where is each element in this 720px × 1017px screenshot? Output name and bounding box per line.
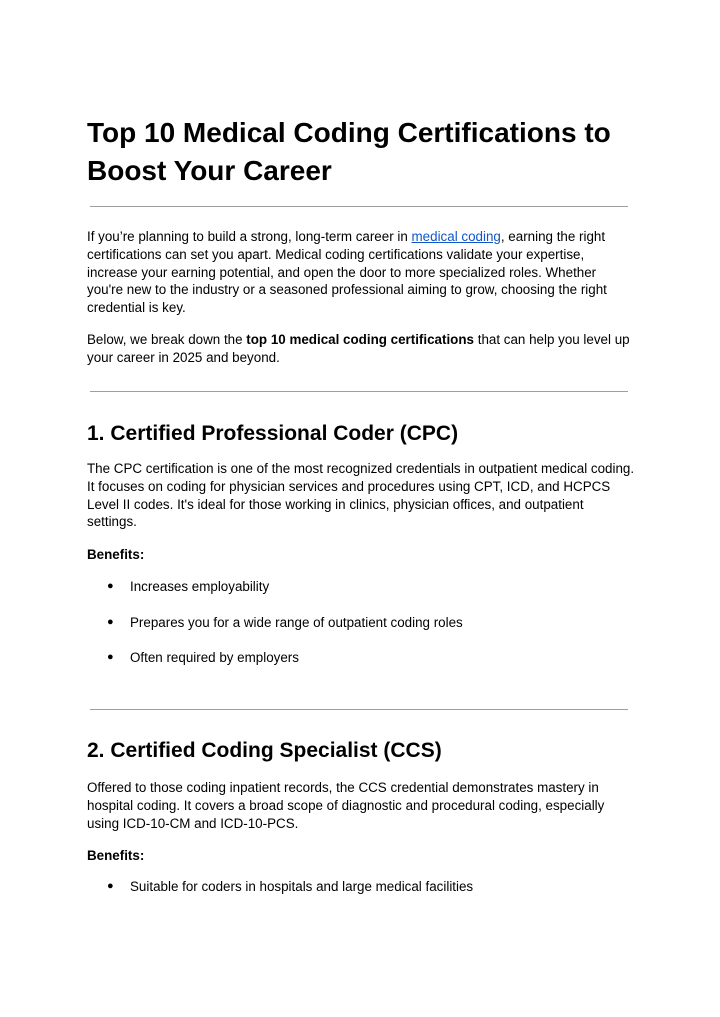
bullet-icon: ● [107, 615, 114, 628]
list-item-text: Increases employability [130, 579, 270, 594]
benefits-list-ccs [87, 878, 632, 914]
list-item [87, 578, 632, 614]
breakdown-text-start: Below, we break down the [87, 332, 247, 347]
list-item-text: Suitable for coders in hospitals and large medical facilities [130, 879, 474, 894]
list-item [87, 878, 632, 914]
list-item [87, 649, 632, 685]
bullet-icon: ● [107, 651, 114, 663]
intro-paragraph [87, 228, 635, 317]
section-heading-ccs: 2. Certified Coding Specialist (CCS) [87, 739, 442, 762]
page-title: Top 10 Medical Coding Certifications to Boost Your Career [87, 117, 611, 186]
benefits-label: Benefits: [87, 848, 145, 863]
section-body-cpc: The CPC certification is one of the most recognized credentials in outpatient medical coding. It focuses on coding for physician services and procedures using CPT, ICD, and HCPCS Level II codes. It's ideal for those working in clinics, physician offices, and outpatient settings. [87, 461, 635, 530]
horizontal-divider [90, 206, 628, 207]
list-item [87, 614, 632, 650]
bullet-icon: ● [107, 880, 114, 892]
section-body-ccs: Offered to those coding inpatient records, the CCS credential demonstrates mastery in hospital coding. It covers a broad scope of diagnostic and procedural coding, especially using ICD-10-CM and ICD-10-PCS. [87, 780, 605, 831]
horizontal-divider [90, 391, 628, 392]
intro-text-end: , earning the right certifications can set you apart. Medical coding certifications validate your expertise, increase your earning potential, and open the door to more specialized roles. Whether you're new to the industry or a seasoned professional aiming to grow, choosing the right credential is key. [87, 229, 607, 316]
horizontal-divider [90, 709, 628, 710]
intro-text-start: If you’re planning to build a strong, long-term career in [87, 229, 412, 244]
section-heading-cpc: 1. Certified Professional Coder (CPC) [87, 422, 459, 445]
bullet-icon: ● [107, 580, 114, 592]
breakdown-paragraph [87, 331, 635, 367]
breakdown-bold-text: top 10 medical coding certifications [246, 332, 474, 347]
list-item-text: Often required by employers [130, 650, 299, 665]
benefits-list-cpc [87, 578, 632, 685]
list-item-text: Prepares you for a wide range of outpatient coding roles [130, 614, 463, 630]
medical-coding-link[interactable]: medical coding [411, 229, 501, 244]
breakdown-text-end: that can help you level up your career in 2025 and beyond. [87, 332, 630, 365]
benefits-label: Benefits: [87, 547, 145, 562]
